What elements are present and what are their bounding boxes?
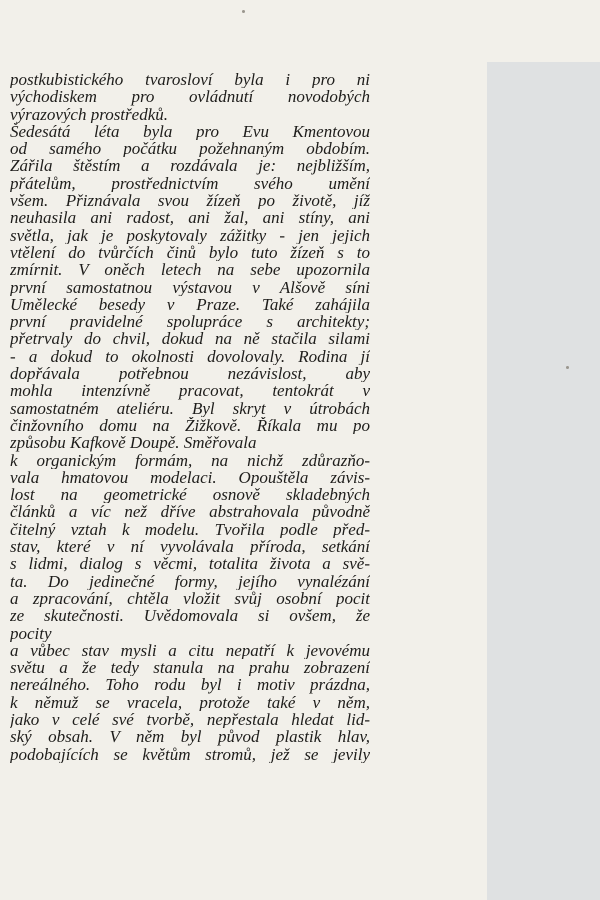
text-line: pocity bbox=[10, 624, 52, 642]
text-line: lost na geometrické osnově skladebných bbox=[10, 486, 370, 504]
text-line: Šedesátá léta byla pro Evu Kmentovou bbox=[10, 122, 370, 141]
text-line: výrazových prostředků. bbox=[10, 105, 168, 123]
text-line: k němuž se vracela, protože také v něm, bbox=[10, 693, 370, 711]
text-line: jako v celé své tvorbě, nepřestala hledat lid- bbox=[10, 710, 370, 729]
text-line: Umělecké besedy v Praze. Také zahájila bbox=[10, 295, 370, 314]
text-line: východiskem pro ovládnutí novodobých bbox=[10, 88, 370, 106]
text-line: samostatném ateliéru. Byl skryt v útrobách bbox=[10, 399, 370, 417]
text-line: první pravidelné spolupráce s architekty; bbox=[10, 313, 370, 331]
text-line: první samostatnou výstavou v Alšově síni bbox=[10, 278, 370, 296]
text-line: dopřávala potřebnou nezávislost, aby bbox=[10, 365, 370, 383]
text-line: přátelům, prostřednictvím svého umění bbox=[10, 174, 370, 193]
body-text bbox=[10, 71, 370, 763]
facing-page-edge bbox=[487, 62, 600, 900]
text-line: ze skutečnosti. Uvědomovala si ovšem, že bbox=[10, 607, 370, 625]
text-line: všem. Přiznávala svou žízeň po životě, jíž bbox=[10, 192, 370, 210]
text-line: zmírnit. V oněch letech na sebe upozornila bbox=[10, 261, 370, 279]
text-line: a zpracování, chtěla vložit svůj osobní pocit bbox=[10, 589, 370, 608]
text-line: - a dokud to okolnosti dovolovaly. Rodina jí bbox=[10, 347, 370, 366]
text-line: od samého počátku požehnaným obdobím. bbox=[10, 140, 370, 158]
text-line: s lidmi, dialog s věcmi, totalita života a svě- bbox=[10, 555, 370, 573]
text-line: světla, jak je poskytovaly zážitky - jen jejich bbox=[10, 226, 370, 244]
text-line: vtělení do tvůrčích činů bylo tuto žízeň s to bbox=[10, 243, 370, 262]
text-line: čitelný vztah k modelu. Tvořila podle před- bbox=[10, 520, 370, 539]
text-line: neuhasila ani radost, ani žal, ani stíny, ani bbox=[10, 209, 370, 227]
text-line: článků a víc než dříve abstrahovala původně bbox=[10, 503, 370, 521]
text-line: ský obsah. V něm byl původ plastik hlav, bbox=[10, 728, 370, 746]
text-line: Zářila štěstím a rozdávala je: nejbližším, bbox=[10, 157, 370, 175]
text-line: ta. Do jedinečné formy, jejího vynalézání bbox=[10, 572, 370, 590]
text-line: přetrvaly do chvil, dokud na ně stačila silami bbox=[10, 330, 370, 348]
text-line: mohla intenzívně pracovat, tentokrát v bbox=[10, 382, 370, 400]
text-line: způsobu Kafkově Doupě. Směřovala bbox=[10, 434, 257, 452]
text-line: nereálného. Toho rodu byl i motiv prázdna, bbox=[10, 676, 370, 694]
text-line: světu a že tedy stanula na prahu zobrazení bbox=[10, 659, 370, 677]
text-line: postkubistického tvarosloví byla i pro ni bbox=[10, 71, 370, 89]
text-line: činžovního domu na Žižkově. Říkala mu po bbox=[10, 416, 370, 435]
text-line: a vůbec stav mysli a citu nepatří k jevovému bbox=[10, 641, 370, 660]
text-line: k organickým formám, na nichž zdůrazňo- bbox=[10, 451, 370, 469]
text-line: stav, které v ní vyvolávala příroda, setkání bbox=[10, 538, 370, 556]
text-line: vala hmatovou modelaci. Opouštěla závis- bbox=[10, 468, 370, 487]
paper-speck bbox=[242, 10, 245, 13]
paper-speck bbox=[566, 366, 569, 369]
text-line: podobajících se květům stromů, jež se jevily bbox=[10, 745, 370, 763]
